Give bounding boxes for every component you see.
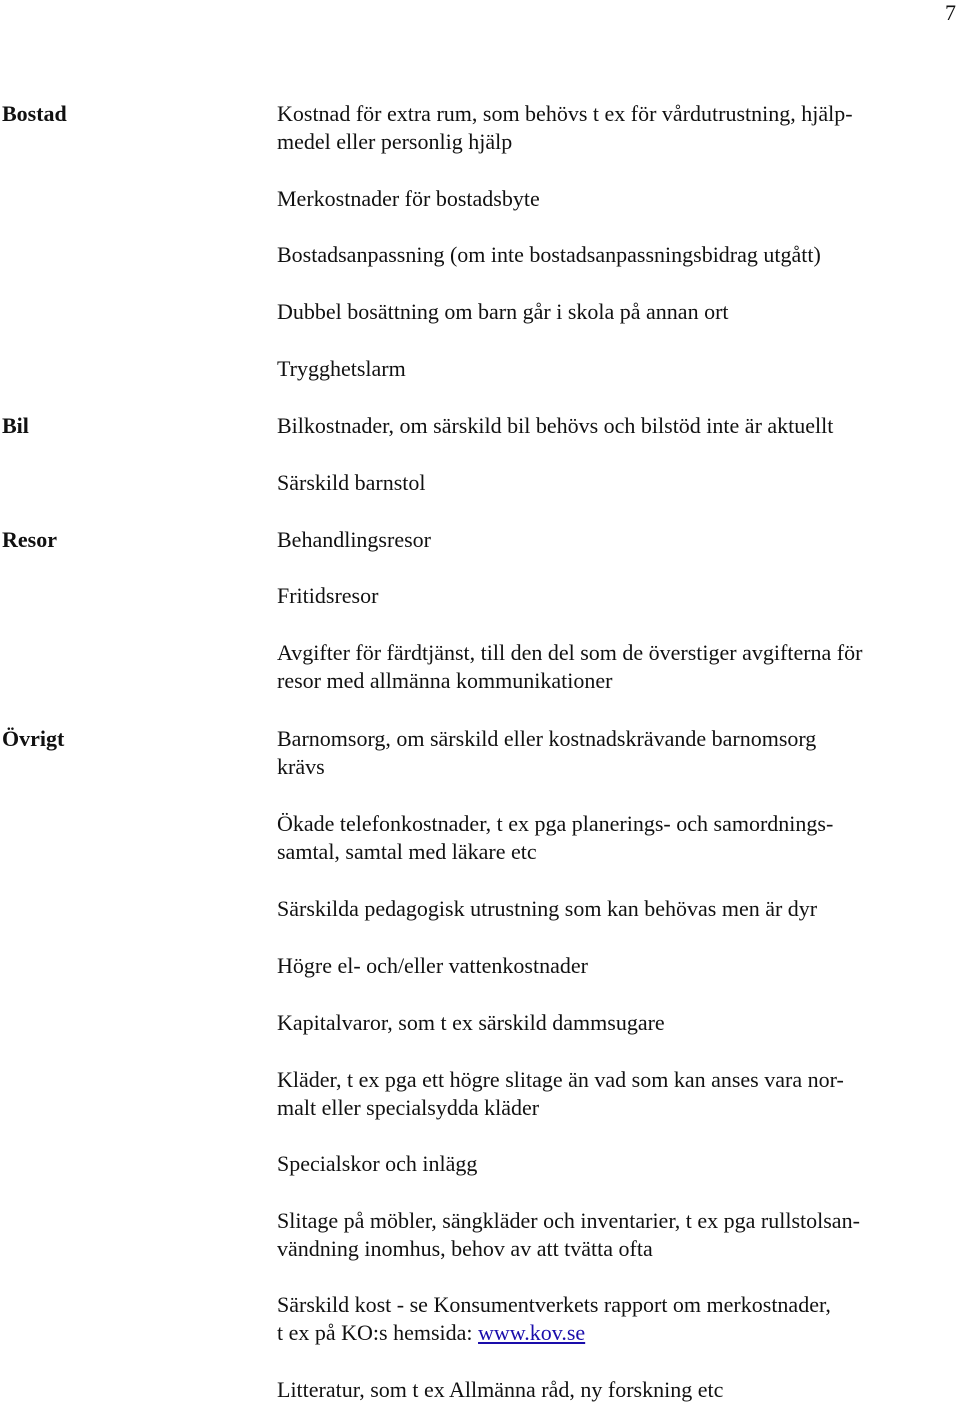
- item-line: Fritidsresor: [277, 583, 379, 608]
- list-item: [277, 582, 947, 610]
- list-item: [277, 810, 947, 866]
- item-line: Barnomsorg, om särskild eller kostnadskrävande barnomsorg: [277, 726, 817, 751]
- item-line: Kapitalvaror, som t ex särskild dammsugare: [277, 1010, 665, 1035]
- list-item: [277, 355, 947, 383]
- section-label-bil: Bil: [2, 413, 29, 438]
- list-item: [277, 526, 947, 554]
- list-item: [277, 725, 947, 781]
- page-number: 7: [945, 0, 956, 25]
- item-line: Särskilda pedagogisk utrustning som kan behövas men är dyr: [277, 896, 818, 921]
- list-item: [277, 639, 947, 695]
- item-line: Särskild barnstol: [277, 470, 426, 495]
- item-line: Avgifter för färdtjänst, till den del som de överstiger avgifterna för: [277, 640, 863, 665]
- item-line: vändning inomhus, behov av att tvätta ofta: [277, 1236, 653, 1261]
- item-line: Litteratur, som t ex Allmänna råd, ny forskning etc: [277, 1377, 724, 1402]
- item-line: Behandlingsresor: [277, 527, 431, 552]
- list-item: [277, 952, 947, 980]
- section-label-bostad: Bostad: [2, 101, 67, 126]
- item-line: Bostadsanpassning (om inte bostadsanpassningsbidrag utgått): [277, 242, 821, 267]
- section-label-resor: Resor: [2, 527, 57, 552]
- list-item: [277, 1066, 947, 1122]
- item-line: krävs: [277, 754, 325, 779]
- list-item: [277, 1009, 947, 1037]
- item-line: Särskild kost - se Konsumentverkets rapport om merkostnader,: [277, 1292, 831, 1317]
- item-line: malt eller specialsydda kläder: [277, 1095, 540, 1120]
- list-item: [277, 185, 947, 213]
- item-line: Högre el- och/eller vattenkostnader: [277, 953, 588, 978]
- list-item: [277, 1150, 947, 1178]
- item-line: samtal, samtal med läkare etc: [277, 839, 537, 864]
- item-line: Slitage på möbler, sängkläder och inventarier, t ex pga rullstolsan-: [277, 1208, 860, 1233]
- list-item: [277, 412, 947, 440]
- list-item: [277, 895, 947, 923]
- item-line: resor med allmänna kommunikationer: [277, 668, 613, 693]
- list-item: [277, 1376, 947, 1404]
- item-line: medel eller personlig hjälp: [277, 129, 513, 154]
- item-line: Specialskor och inlägg: [277, 1151, 478, 1176]
- item-line: Ökade telefonkostnader, t ex pga planerings- och samordnings-: [277, 811, 834, 836]
- list-item: [277, 100, 947, 156]
- list-item: [277, 469, 947, 497]
- item-line: Merkostnader för bostadsbyte: [277, 186, 540, 211]
- item-line: Kostnad för extra rum, som behövs t ex för vårdutrustning, hjälp-: [277, 101, 853, 126]
- item-line: Trygghetslarm: [277, 356, 406, 381]
- item-line: Bilkostnader, om särskild bil behövs och bilstöd inte är aktuellt: [277, 413, 834, 438]
- list-item: [277, 298, 947, 326]
- item-line: Kläder, t ex pga ett högre slitage än vad som kan anses vara nor-: [277, 1067, 844, 1092]
- section-label-ovrigt: Övrigt: [2, 726, 65, 751]
- kov-website-link[interactable]: www.kov.se: [478, 1320, 586, 1345]
- list-item: [277, 241, 947, 269]
- list-item: [277, 1291, 947, 1347]
- item-line: t ex på KO:s hemsida:: [277, 1320, 479, 1345]
- item-line: Dubbel bosättning om barn går i skola på annan ort: [277, 299, 729, 324]
- list-item: [277, 1207, 947, 1263]
